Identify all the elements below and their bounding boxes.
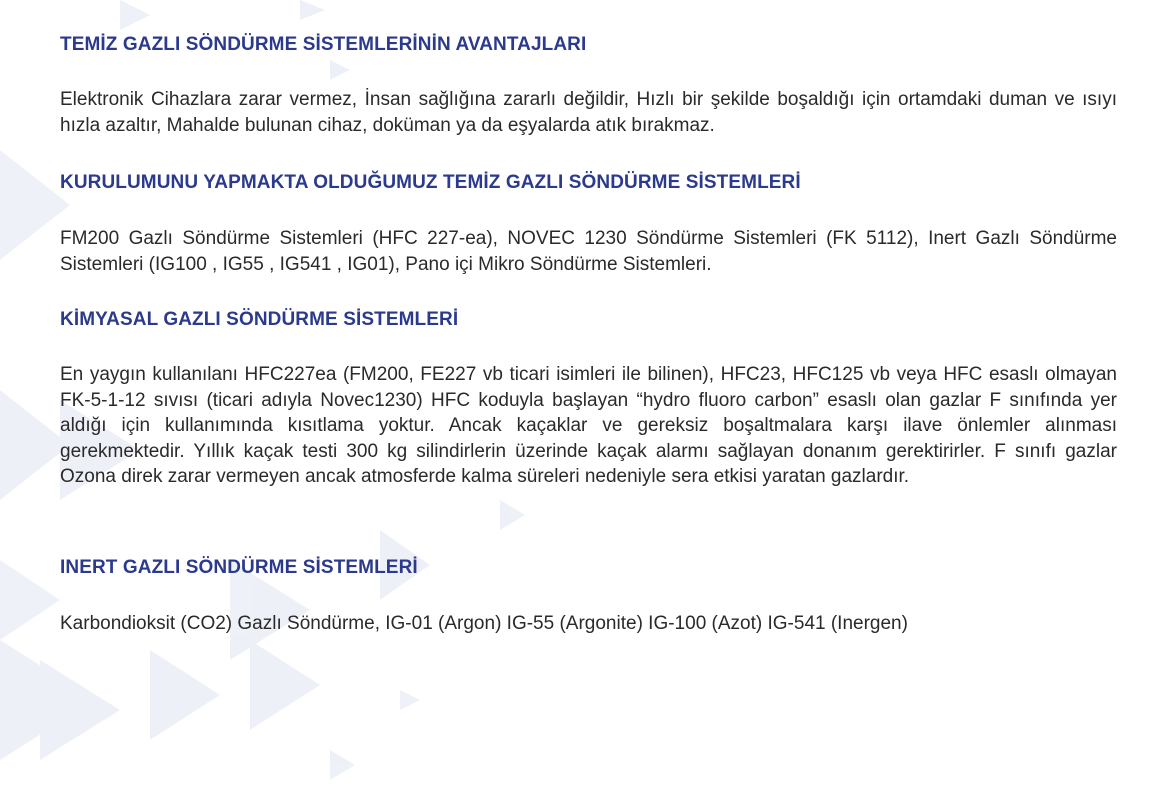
section-heading-inert-gas: INERT GAZLI SÖNDÜRME SİSTEMLERİ bbox=[60, 557, 418, 578]
section-body-advantages: Elektronik Cihazlara zarar vermez, İnsan sağlığına zararlı değildir, Hızlı bir şekilde boşaldığı için ortamdaki duman ve ısıyı hızla azaltır, Mahalde bulunan cihaz, doküman ya da eşyalarda atık bırakmaz. bbox=[60, 89, 1117, 136]
section-body-chemical-gas: En yaygın kullanılanı HFC227ea (FM200, FE227 vb ticari isimleri ile bilinen), HFC23, HFC125 vb veya HFC esaslı olmayan FK-5-1-12 sıvısı (ticari adıyla Novec1230) HFC koduyla başlayan “hydro fluoro carbon” esaslı olan gazlar F sınıfında yer aldığı için kullanımında kısıtlama yoktur. Ancak kaçaklar ve gereksiz boşaltmalara karşı ilave önlemler alınması gerekmektedir. Yıllık kaçak testi 300 kg silindirlerin üzerinde kaçak alarmı sağlayan donanım gerektirirler. F sınıfı gazlar Ozona direk zarar vermeyen ancak atmosferde kalma süreleri nedeniyle sera etkisi yaratan gazlardır. bbox=[60, 364, 1117, 487]
section-heading-installed-systems: KURULUMUNU YAPMAKTA OLDUĞUMUZ TEMİZ GAZLI SÖNDÜRME SİSTEMLERİ bbox=[60, 172, 801, 193]
section-heading-advantages: TEMİZ GAZLI SÖNDÜRME SİSTEMLERİNİN AVANTAJLARI bbox=[60, 34, 587, 55]
section-heading-chemical-gas: KİMYASAL GAZLI SÖNDÜRME SİSTEMLERİ bbox=[60, 309, 459, 330]
section-body-inert-gas: Karbondioksit (CO2) Gazlı Söndürme, IG-01 (Argon) IG-55 (Argonite) IG-100 (Azot) IG-541 (Inergen) bbox=[60, 613, 908, 634]
section-body-installed-systems: FM200 Gazlı Söndürme Sistemleri (HFC 227-ea), NOVEC 1230 Söndürme Sistemleri (FK 5112), Inert Gazlı Söndürme Sistemleri (IG100 , IG55 , IG541 , IG01), Pano içi Mikro Söndürme Sistemleri. bbox=[60, 228, 1117, 275]
